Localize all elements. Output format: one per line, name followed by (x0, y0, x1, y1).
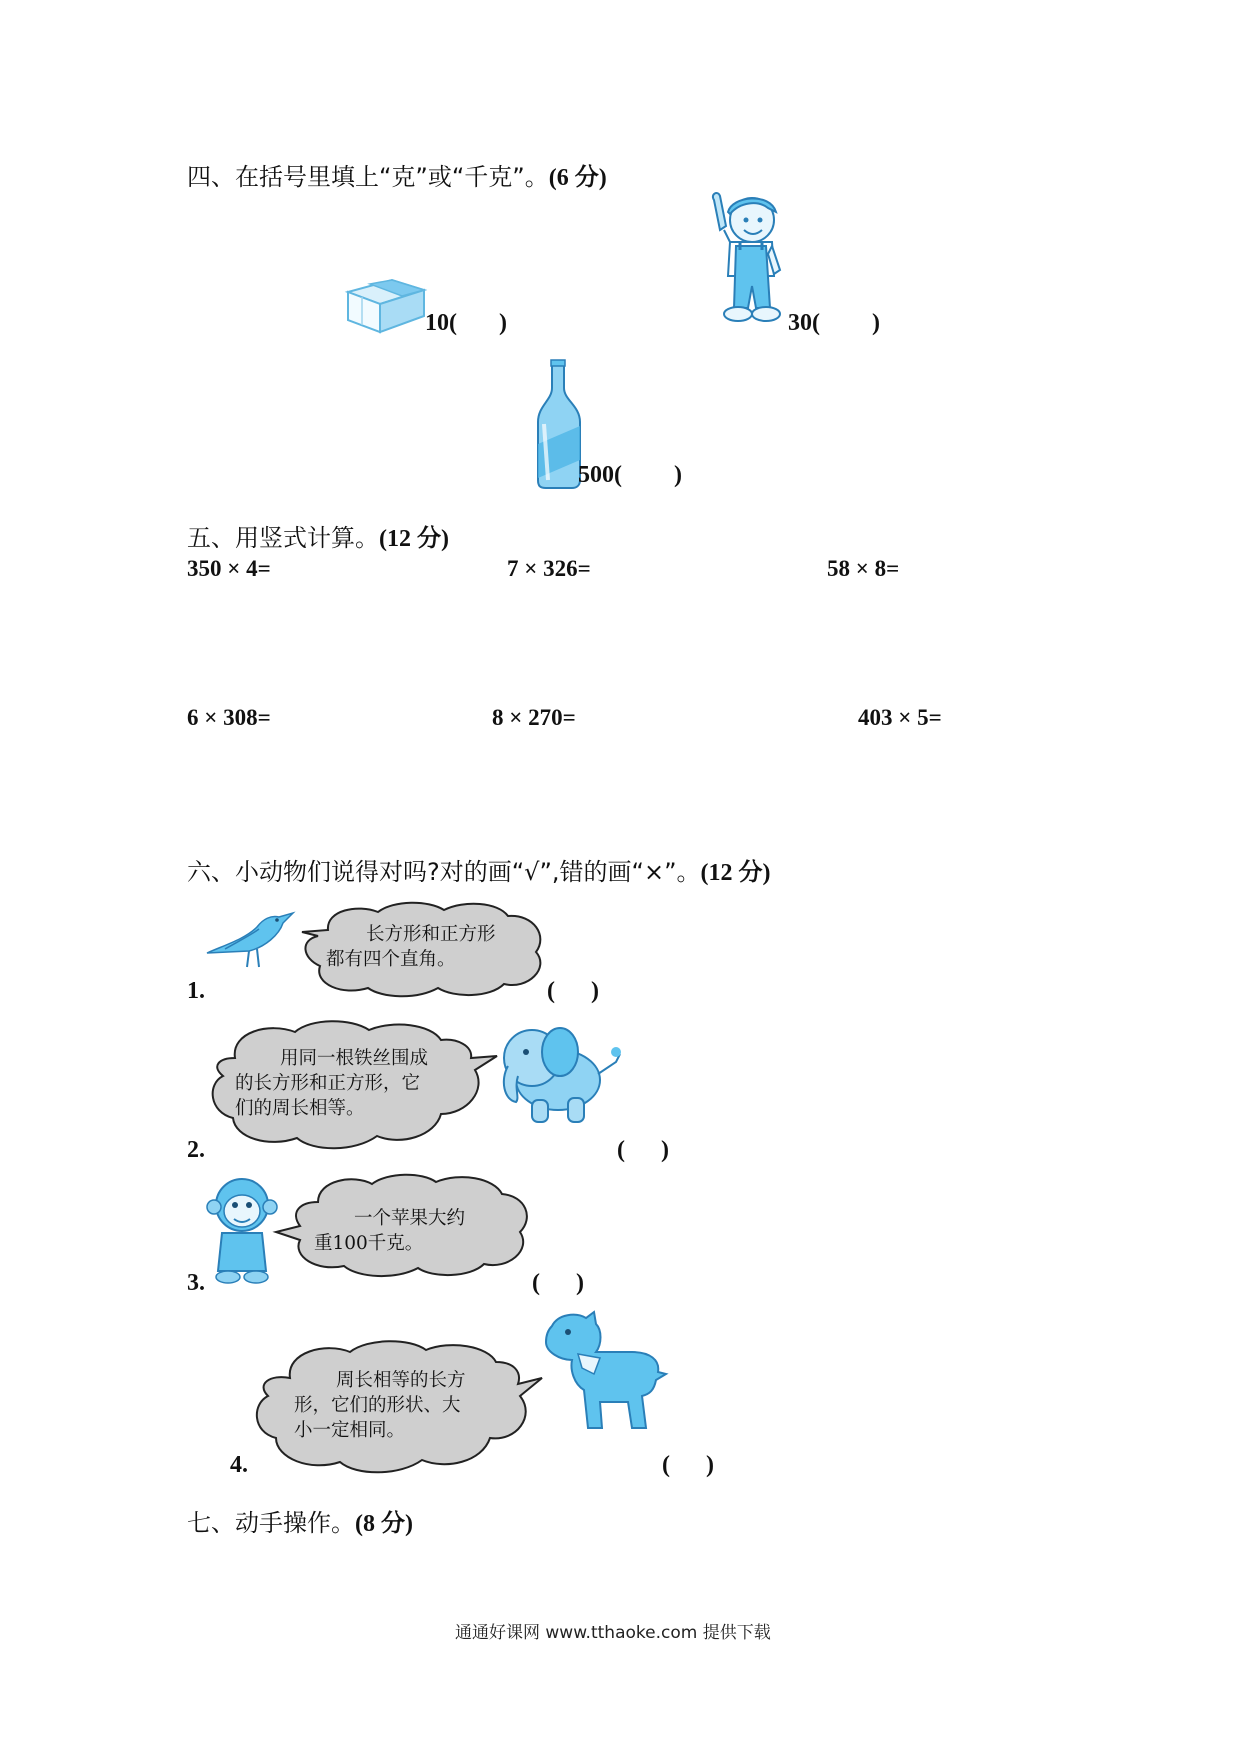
bubble-4-line-2: 形，它们的形状、大 (294, 1395, 461, 1416)
section-4-score: (6 分) (548, 165, 607, 191)
speech-bubble-3 (272, 1170, 530, 1284)
boy-value: 30( (788, 310, 820, 336)
bird-icon (205, 905, 295, 974)
item-4-number: 4. (230, 1452, 248, 1478)
bubble-1-line-1: 长方形和正方形 (366, 924, 496, 945)
section-7-title: 七、动手操作。 (187, 1509, 355, 1537)
bubble-2-line-1: 用同一根铁丝围成 (280, 1048, 429, 1069)
section-6-score: (12 分) (700, 860, 771, 886)
bubble-4-line-3: 小一定相同。 (294, 1420, 406, 1441)
section-7-heading (187, 1503, 413, 1538)
calc-problem: 8 × 270= (492, 705, 576, 730)
section-4-heading (187, 157, 607, 192)
section-6-title: 六、小动物们说得对吗?对的画“√”,错的画“×”。 (187, 858, 701, 886)
item-4-answer[interactable]: ( ) (662, 1452, 714, 1478)
bottle-icon (534, 360, 584, 492)
eraser-close-paren: ) (499, 310, 507, 336)
page-footer: 通通好课网 www.tthaoke.com 提供下载 (455, 1623, 771, 1643)
boy-icon (700, 190, 795, 336)
bubble-3-line-2: 重100千克。 (314, 1233, 424, 1254)
section-4-title: 四、在括号里填上“克”或“千克”。 (187, 163, 549, 191)
section-5-heading (187, 518, 449, 553)
bubble-2-line-2: 的长方形和正方形，它 (235, 1073, 421, 1094)
boy-close-paren: ) (872, 310, 880, 336)
horse-icon (542, 1310, 667, 1439)
section-7-score: (8 分) (355, 1511, 413, 1537)
section-6-heading (187, 852, 771, 887)
calc-problem: 6 × 308= (187, 705, 271, 730)
calc-problem: 350 × 4= (187, 556, 271, 581)
speech-bubble-4 (250, 1338, 540, 1487)
bubble-2-line-3: 们的周长相等。 (235, 1098, 365, 1119)
item-1-answer[interactable]: ( ) (547, 978, 599, 1004)
bubble-1-line-2: 都有四个直角。 (326, 949, 456, 970)
section-5-title: 五、用竖式计算。 (187, 524, 379, 552)
speech-bubble-1 (298, 900, 546, 1004)
item-2-answer[interactable]: ( ) (617, 1137, 669, 1163)
bubble-4-line-1: 周长相等的长方 (336, 1370, 466, 1391)
bottle-weight (578, 462, 682, 489)
item-3-answer[interactable]: ( ) (532, 1270, 584, 1296)
bubble-3-line-1: 一个苹果大约 (354, 1208, 466, 1229)
item-2-number: 2. (187, 1137, 205, 1163)
eraser-value: 10( (425, 310, 457, 336)
item-3-number: 3. (187, 1270, 205, 1296)
calc-problem: 7 × 326= (507, 556, 591, 581)
monkey-icon (208, 1175, 278, 1289)
speech-bubble-2 (205, 1018, 495, 1162)
eraser-icon (340, 262, 430, 336)
boy-weight (788, 310, 880, 337)
eraser-weight (425, 310, 507, 337)
item-1-number: 1. (187, 978, 205, 1004)
bottle-value: 500( (578, 462, 622, 488)
elephant-icon (498, 1018, 623, 1132)
calc-problem: 403 × 5= (858, 705, 942, 730)
calc-problem: 58 × 8= (827, 556, 900, 581)
section-5-score: (12 分) (379, 526, 449, 552)
bottle-close-paren: ) (674, 462, 682, 488)
